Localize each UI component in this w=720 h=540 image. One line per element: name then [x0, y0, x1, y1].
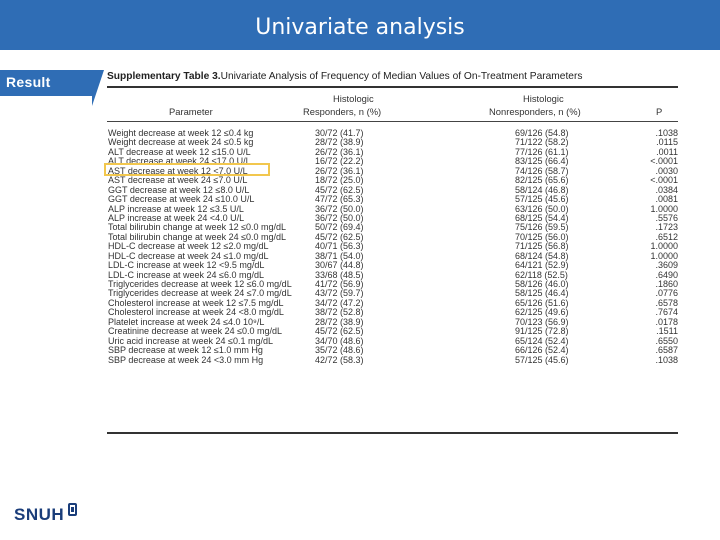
- title-bar: [0, 0, 720, 50]
- cell-responders: 50/72 (69.4): [315, 222, 364, 233]
- cell-nonresponders: 69/126 (54.8): [515, 128, 569, 138]
- section-tab: [0, 70, 92, 96]
- cell-parameter: AST decrease at week 24 ≤7.0 U/L: [108, 175, 248, 186]
- cell-p-value: <.0001: [650, 175, 678, 186]
- cell-nonresponders: 75/126 (59.5): [515, 222, 569, 233]
- cell-nonresponders: 74/126 (58.7): [515, 165, 569, 176]
- cell-responders: 45/72 (62.5): [315, 184, 364, 195]
- cell-nonresponders: 62/118 (52.5): [515, 269, 568, 280]
- cell-responders: 34/70 (48.6): [315, 335, 364, 346]
- cell-p-value: .0384: [655, 184, 678, 195]
- cell-responders: 42/72 (58.3): [315, 354, 364, 365]
- cell-p-value: .0011: [656, 146, 678, 157]
- cell-p-value: .6550: [655, 335, 678, 346]
- cell-parameter: Triglycerides decrease at week 12 ≤6.0 mg/dL: [108, 279, 292, 289]
- cell-responders: 18/72 (25.0): [315, 175, 364, 186]
- section-label: Result: [6, 74, 51, 90]
- cell-p-value: .0776: [655, 288, 678, 299]
- cell-parameter: Creatinine decrease at week 24 ≤0.0 mg/dL: [108, 326, 283, 337]
- row-highlight-box: [104, 163, 270, 176]
- cell-p-value: .1511: [656, 326, 678, 337]
- cell-parameter: ALT decrease at week 24 ≤17.0 U/L: [108, 156, 251, 167]
- cell-p-value: .1860: [655, 279, 678, 289]
- cell-responders: 16/72 (22.2): [315, 156, 364, 167]
- header-parameter: Parameter: [169, 106, 213, 117]
- cell-p-value: .7674: [655, 307, 678, 318]
- cell-parameter: AST decrease at week 12 <7.0 U/L: [108, 165, 248, 176]
- cell-parameter: ALP increase at week 12 ≤3.5 U/L: [108, 203, 244, 214]
- cell-responders: 47/72 (65.3): [315, 194, 364, 205]
- cell-responders: 38/72 (52.8): [315, 307, 364, 318]
- cell-parameter: SBP decrease at week 24 <3.0 mm Hg: [108, 354, 264, 365]
- cell-p-value: <.0001: [650, 156, 678, 167]
- cell-parameter: Triglycerides decrease at week 24 ≤7.0 mg/dL: [108, 288, 292, 299]
- table-caption-text: Univariate Analysis of Frequency of Median Values of On-Treatment Parameters: [220, 71, 583, 82]
- slide-title: Univariate analysis: [255, 15, 465, 40]
- cell-nonresponders: 71/125 (56.8): [515, 241, 569, 252]
- cell-nonresponders: 64/121 (52.9): [515, 260, 569, 271]
- cell-parameter: Total bilirubin change at week 24 ≤0.0 mg/dL: [108, 231, 287, 242]
- cell-nonresponders: 62/125 (49.6): [515, 307, 569, 318]
- supplementary-table: [107, 71, 678, 365]
- cell-nonresponders: 83/125 (66.4): [515, 156, 569, 167]
- cell-responders: 34/72 (47.2): [315, 297, 364, 308]
- cell-nonresponders: 58/125 (46.4): [515, 288, 569, 299]
- cell-parameter: GGT decrease at week 24 ≤10.0 U/L: [108, 194, 255, 205]
- cell-p-value: .0115: [656, 137, 678, 148]
- cell-p-value: .5576: [655, 212, 678, 223]
- cell-responders: 28/72 (38.9): [315, 137, 364, 148]
- cell-p-value: .0081: [655, 194, 678, 205]
- cell-parameter: Cholesterol increase at week 12 ≤7.5 mg/dL: [108, 297, 284, 308]
- cell-nonresponders: 77/126 (61.1): [515, 146, 569, 157]
- table-top-rule: [107, 86, 678, 88]
- cell-p-value: .1723: [655, 222, 678, 233]
- section-tab-arrow: [92, 70, 104, 106]
- cell-nonresponders: 58/126 (46.0): [515, 279, 569, 289]
- cell-parameter: HDL-C decrease at week 24 ≤1.0 mg/dL: [108, 250, 269, 261]
- cell-responders: 33/68 (48.5): [315, 269, 364, 280]
- cell-parameter: ALP increase at week 24 <4.0 U/L: [108, 212, 245, 223]
- cell-responders: 28/72 (38.9): [315, 316, 364, 327]
- cell-parameter: Total bilirubin change at week 12 ≤0.0 mg/dL: [108, 222, 287, 233]
- cell-responders: 45/72 (62.5): [315, 326, 364, 337]
- cell-p-value: .0178: [655, 316, 678, 327]
- cell-parameter: Weight decrease at week 12 ≤0.4 kg: [108, 128, 254, 138]
- cell-responders: 26/72 (36.1): [315, 165, 364, 176]
- cell-responders: 36/72 (50.0): [315, 212, 364, 223]
- cell-parameter: LDL-C increase at week 12 <9.5 mg/dL: [108, 260, 265, 271]
- cell-parameter: Cholesterol increase at week 24 <8.0 mg/dL: [108, 307, 284, 318]
- cell-nonresponders: 70/123 (56.9): [515, 316, 569, 327]
- table-header-rule: [107, 121, 678, 122]
- header-nonresponders-line2: Nonresponders, n (%): [489, 106, 581, 117]
- cell-parameter: Platelet increase at week 24 ≤4.0 10⁹/L: [108, 316, 265, 327]
- cell-parameter: SBP decrease at week 12 ≤1.0 mm Hg: [108, 345, 263, 356]
- cell-responders: 36/72 (50.0): [315, 203, 364, 214]
- cell-nonresponders: 68/125 (54.4): [515, 212, 569, 223]
- cell-p-value: 1.0000: [650, 250, 678, 261]
- cell-parameter: Uric acid increase at week 24 ≤0.1 mg/dL: [108, 335, 274, 346]
- cell-parameter: Weight decrease at week 24 ≤0.5 kg: [108, 137, 254, 148]
- cell-parameter: GGT decrease at week 12 ≤8.0 U/L: [108, 184, 250, 195]
- header-responders-line1: Histologic: [333, 93, 374, 104]
- cell-responders: 30/72 (41.7): [315, 128, 364, 138]
- table-caption-number: Supplementary Table 3.: [107, 71, 221, 82]
- cell-responders: 40/71 (56.3): [315, 241, 364, 252]
- cell-nonresponders: 65/124 (52.4): [515, 335, 569, 346]
- cell-p-value: .0030: [655, 165, 678, 176]
- header-nonresponders-line1: Histologic: [523, 93, 564, 104]
- cell-nonresponders: 91/125 (72.8): [515, 326, 569, 337]
- cell-responders: 35/72 (48.6): [315, 345, 364, 356]
- cell-nonresponders: 70/125 (56.0): [515, 231, 569, 242]
- header-p: P: [656, 106, 663, 117]
- cell-responders: 30/67 (44.8): [315, 260, 364, 271]
- table-row: [107, 356, 678, 365]
- logo-text: SNUH: [14, 505, 65, 524]
- logo-mark-icon: [68, 503, 77, 516]
- cell-nonresponders: 66/126 (52.4): [515, 345, 569, 356]
- cell-responders: 38/71 (54.0): [315, 250, 364, 261]
- cell-nonresponders: 58/124 (46.8): [515, 184, 569, 195]
- cell-responders: 45/72 (62.5): [315, 231, 364, 242]
- cell-nonresponders: 71/122 (58.2): [515, 137, 569, 148]
- cell-nonresponders: 82/125 (65.6): [515, 175, 569, 186]
- cell-parameter: LDL-C increase at week 24 ≤6.0 mg/dL: [108, 269, 265, 280]
- cell-p-value: .6512: [655, 231, 678, 242]
- cell-nonresponders: 68/124 (54.8): [515, 250, 569, 261]
- cell-p-value: .6587: [655, 345, 678, 356]
- cell-responders: 26/72 (36.1): [315, 146, 364, 157]
- cell-parameter: HDL-C decrease at week 12 ≤2.0 mg/dL: [108, 241, 269, 252]
- cell-responders: 43/72 (59.7): [315, 288, 364, 299]
- cell-nonresponders: 63/126 (50.0): [515, 203, 569, 214]
- cell-p-value: 1.0000: [650, 241, 678, 252]
- table-header: [107, 93, 678, 119]
- table-caption: [107, 71, 678, 82]
- cell-parameter: ALT decrease at week 12 ≤15.0 U/L: [108, 146, 251, 157]
- snuh-logo: [14, 505, 64, 525]
- header-responders-line2: Responders, n (%): [303, 106, 382, 117]
- cell-responders: 41/72 (56.9): [315, 279, 364, 289]
- cell-p-value: .6578: [655, 297, 678, 308]
- cell-nonresponders: 57/125 (45.6): [515, 354, 569, 365]
- table-bottom-rule: [107, 432, 678, 434]
- cell-p-value: .6490: [655, 269, 678, 280]
- cell-p-value: .1038: [655, 128, 678, 138]
- cell-p-value: .3609: [655, 260, 678, 271]
- cell-p-value: 1.0000: [650, 203, 678, 214]
- cell-nonresponders: 57/125 (45.6): [515, 194, 569, 205]
- cell-nonresponders: 65/126 (51.6): [515, 297, 569, 308]
- cell-p-value: .1038: [655, 354, 678, 365]
